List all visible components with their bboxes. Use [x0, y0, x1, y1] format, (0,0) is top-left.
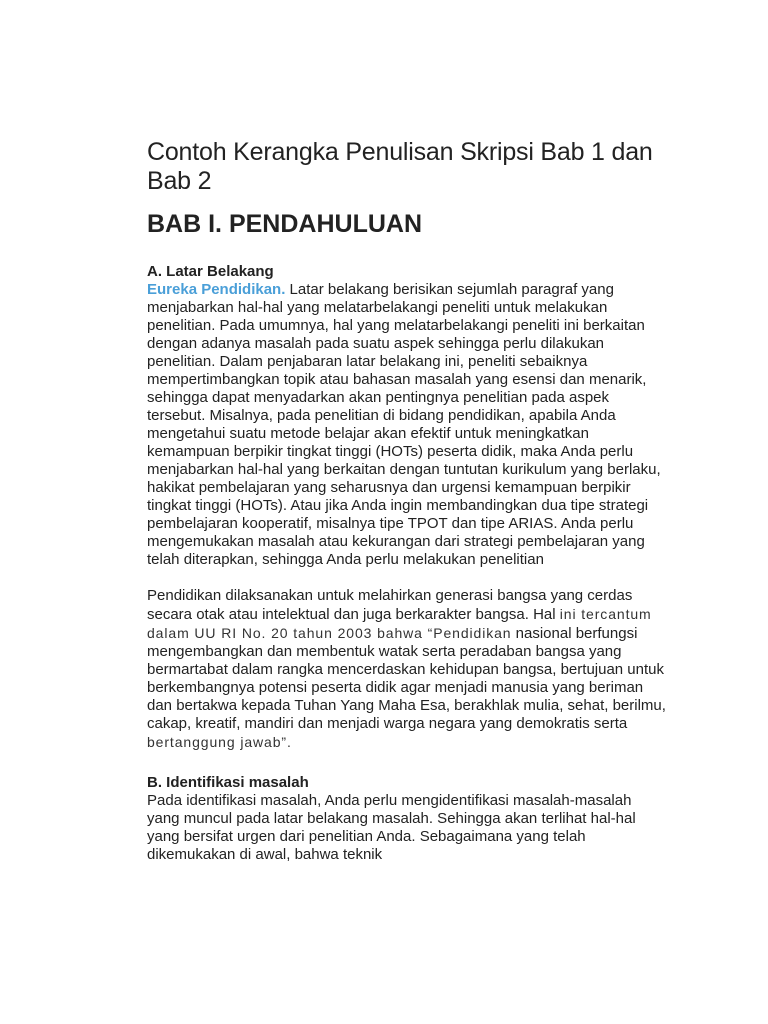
section-heading-identifikasi-masalah: B. Identifikasi masalah — [147, 774, 309, 791]
section-latar-belakang — [147, 263, 667, 752]
brand-link[interactable]: Eureka Pendidikan. — [147, 281, 286, 298]
quote-text-start: ini tercantum dalam UU RI No. 20 tahun 2003 bahwa “Pendidikan — [147, 606, 652, 641]
section-heading-latar-belakang: A. Latar Belakang — [147, 263, 274, 280]
document-title: Contoh Kerangka Penulisan Skripsi Bab 1 dan Bab 2 — [147, 138, 653, 195]
document-page — [147, 138, 667, 864]
paragraph-identifikasi-masalah: Pada identifikasi masalah, Anda perlu mengidentifikasi masalah-masalah yang muncul pada latar belakang masalah. Sehingga akan terlihat hal-hal yang bersifat urgen dari penelitian Anda. Sebagaimana yang telah dikemukakan di awal, bahwa teknik — [147, 792, 636, 863]
paragraph-text-body: nasional berfungsi mengembangkan dan membentuk watak serta peradaban bangsa yang bermartabat dalam rangka mencerdaskan kehidupan bangsa, bertujuan untuk berkembangnya potensi peserta didik agar menjadi manusia yang beriman dan bertakwa kepada Tuhan Yang Maha Esa, berakhlak mulia, sehat, berilmu, cakap, kreatif, mandiri dan menjadi warga negara yang demokratis serta — [147, 625, 666, 732]
paragraph-text-intro: Pendidikan dilaksanakan untuk melahirkan generasi bangsa yang cerdas secara otak atau intelektual dan juga berkarakter bangsa. Hal — [147, 587, 633, 623]
section-identifikasi-masalah — [147, 774, 667, 864]
paragraph-latar-belakang-1 — [147, 281, 667, 569]
paragraph-text: Latar belakang berisikan sejumlah paragraf yang menjabarkan hal-hal yang melatarbelakangi peneliti untuk melakukan penelitian. Pada umumnya, hal yang melatarbelakangi peneliti ini berkaitan dengan adanya masalah pada suatu aspek sehingga perlu dilakukan penelitian. Dalam penjabaran latar belakang ini, peneliti sebaiknya mempertimbangkan topik atau bahasan masalah yang esensi dan menarik, sehingga dapat menyadarkan akan pentingnya penelitian pada aspek tersebut. Misalnya, pada penelitian di bidang pendidikan, apabila Anda mengetahui suatu metode belajar akan efektif untuk meningkatkan kemampuan berpikir tingkat tinggi (HOTs) peserta didik, maka Anda perlu menjabarkan hal-hal yang berkaitan dengan tuntutan kurikulum yang berlaku, hakikat pembelajaran yang seharusnya dan urgensi kemampuan berpikir tingkat tinggi (HOTs). Atau jika Anda ingin membandingkan dua tipe strategi pembelajaran kooperatif, misalnya tipe TPOT dan tipe ARIAS. Anda perlu mengemukakan masalah atau kekurangan dari strategi pembelajaran yang telah diterapkan, sehingga Anda perlu melakukan penelitian — [147, 281, 661, 568]
paragraph-latar-belakang-2 — [147, 587, 667, 752]
chapter-heading: BAB I. PENDAHULUAN — [147, 210, 422, 238]
quote-text-end: bertanggung jawab”. — [147, 734, 292, 750]
